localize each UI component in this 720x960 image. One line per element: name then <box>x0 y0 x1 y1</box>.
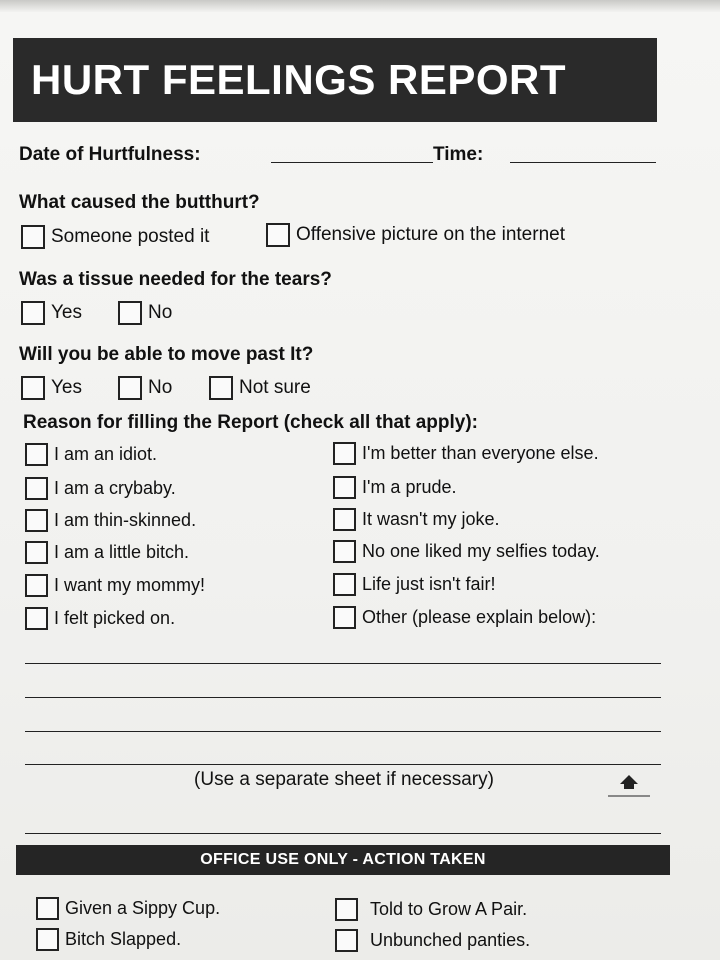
q3-option-no[interactable] <box>118 376 172 400</box>
explanation-line[interactable] <box>25 764 661 765</box>
explanation-line[interactable] <box>25 731 661 732</box>
q3-question: Will you be able to move past It? <box>19 344 314 365</box>
option-label: It wasn't my joke. <box>362 509 500 529</box>
q3-option-yes[interactable] <box>21 376 82 400</box>
option-label: I am a crybaby. <box>54 478 176 498</box>
option-label: I am an idiot. <box>54 444 158 464</box>
date-field[interactable] <box>271 162 433 163</box>
reason-left-item[interactable] <box>25 607 175 630</box>
checkbox-icon[interactable] <box>25 541 48 564</box>
office-right-item[interactable] <box>335 929 530 952</box>
q3-option-not-sure[interactable] <box>209 376 311 400</box>
q1-option-offensive-picture[interactable] <box>266 223 565 247</box>
office-right-item[interactable] <box>335 898 527 921</box>
reason-right-item[interactable] <box>333 573 496 596</box>
checkbox-icon[interactable] <box>333 476 356 499</box>
q1-question: What caused the butthurt? <box>19 192 260 213</box>
reasons-heading: Reason for filling the Report (check all that apply): <box>23 412 478 433</box>
checkbox-icon[interactable] <box>333 508 356 531</box>
option-label: Other (please explain below): <box>362 607 597 627</box>
reason-right-item[interactable] <box>333 476 456 499</box>
reason-right-item[interactable] <box>333 508 499 531</box>
option-label: I am a little bitch. <box>54 542 190 562</box>
option-label: Life just isn't fair! <box>362 574 496 594</box>
option-label: I'm better than everyone else. <box>362 443 599 463</box>
option-label: Unbunched panties. <box>370 930 531 950</box>
option-label: Given a Sippy Cup. <box>65 898 221 918</box>
option-label: I'm a prude. <box>362 477 457 497</box>
checkbox-icon[interactable] <box>25 443 48 466</box>
office-use-heading: OFFICE USE ONLY - ACTION TAKEN <box>16 845 670 875</box>
office-left-item[interactable] <box>36 928 181 951</box>
reason-right-item[interactable] <box>333 442 599 465</box>
reason-left-item[interactable] <box>25 541 189 564</box>
option-label: I felt picked on. <box>54 608 176 628</box>
option-label: Yes <box>51 377 82 398</box>
option-label: No <box>148 302 173 323</box>
checkbox-icon[interactable] <box>21 225 45 249</box>
signature-line[interactable] <box>25 833 661 834</box>
reason-left-item[interactable] <box>25 509 196 532</box>
option-label: Yes <box>51 302 82 323</box>
q2-question: Was a tissue needed for the tears? <box>19 269 332 290</box>
report-title: HURT FEELINGS REPORT <box>13 38 657 122</box>
reason-right-item[interactable] <box>333 606 596 629</box>
checkbox-icon[interactable] <box>21 376 45 400</box>
checkbox-icon[interactable] <box>333 573 356 596</box>
option-label: Not sure <box>239 377 311 398</box>
reason-right-item[interactable] <box>333 540 600 563</box>
checkbox-icon[interactable] <box>333 442 356 465</box>
q2-option-no[interactable] <box>118 301 172 325</box>
checkbox-icon[interactable] <box>333 606 356 629</box>
page-edge-shadow <box>0 0 720 12</box>
reason-left-item[interactable] <box>25 477 176 500</box>
checkbox-icon[interactable] <box>25 509 48 532</box>
q2-option-yes[interactable] <box>21 301 82 325</box>
separate-sheet-note: (Use a separate sheet if necessary) <box>194 769 494 790</box>
checkbox-icon[interactable] <box>36 928 59 951</box>
time-field[interactable] <box>510 162 656 163</box>
checkbox-icon[interactable] <box>21 301 45 325</box>
checkbox-icon[interactable] <box>118 376 142 400</box>
printer-logo-icon <box>604 768 654 804</box>
checkbox-icon[interactable] <box>118 301 142 325</box>
checkbox-icon[interactable] <box>25 574 48 597</box>
checkbox-icon[interactable] <box>333 540 356 563</box>
checkbox-icon[interactable] <box>209 376 233 400</box>
option-label: I want my mommy! <box>54 575 206 595</box>
explanation-line[interactable] <box>25 663 661 664</box>
option-label: No one liked my selfies today. <box>362 541 600 561</box>
checkbox-icon[interactable] <box>335 929 358 952</box>
option-label: Someone posted it <box>51 226 210 247</box>
explanation-line[interactable] <box>25 697 661 698</box>
option-label: I am thin-skinned. <box>54 510 197 530</box>
checkbox-icon[interactable] <box>335 898 358 921</box>
checkbox-icon[interactable] <box>266 223 290 247</box>
option-label: Told to Grow A Pair. <box>370 899 528 919</box>
time-label: Time: <box>433 144 484 165</box>
office-left-item[interactable] <box>36 897 220 920</box>
reason-left-item[interactable] <box>25 443 157 466</box>
date-label: Date of Hurtfulness: <box>19 144 201 165</box>
q1-option-someone-posted[interactable] <box>21 225 209 249</box>
checkbox-icon[interactable] <box>25 607 48 630</box>
option-label: Bitch Slapped. <box>65 929 182 949</box>
reason-left-item[interactable] <box>25 574 205 597</box>
option-label: No <box>148 377 173 398</box>
option-label: Offensive picture on the internet <box>296 224 565 245</box>
checkbox-icon[interactable] <box>25 477 48 500</box>
checkbox-icon[interactable] <box>36 897 59 920</box>
